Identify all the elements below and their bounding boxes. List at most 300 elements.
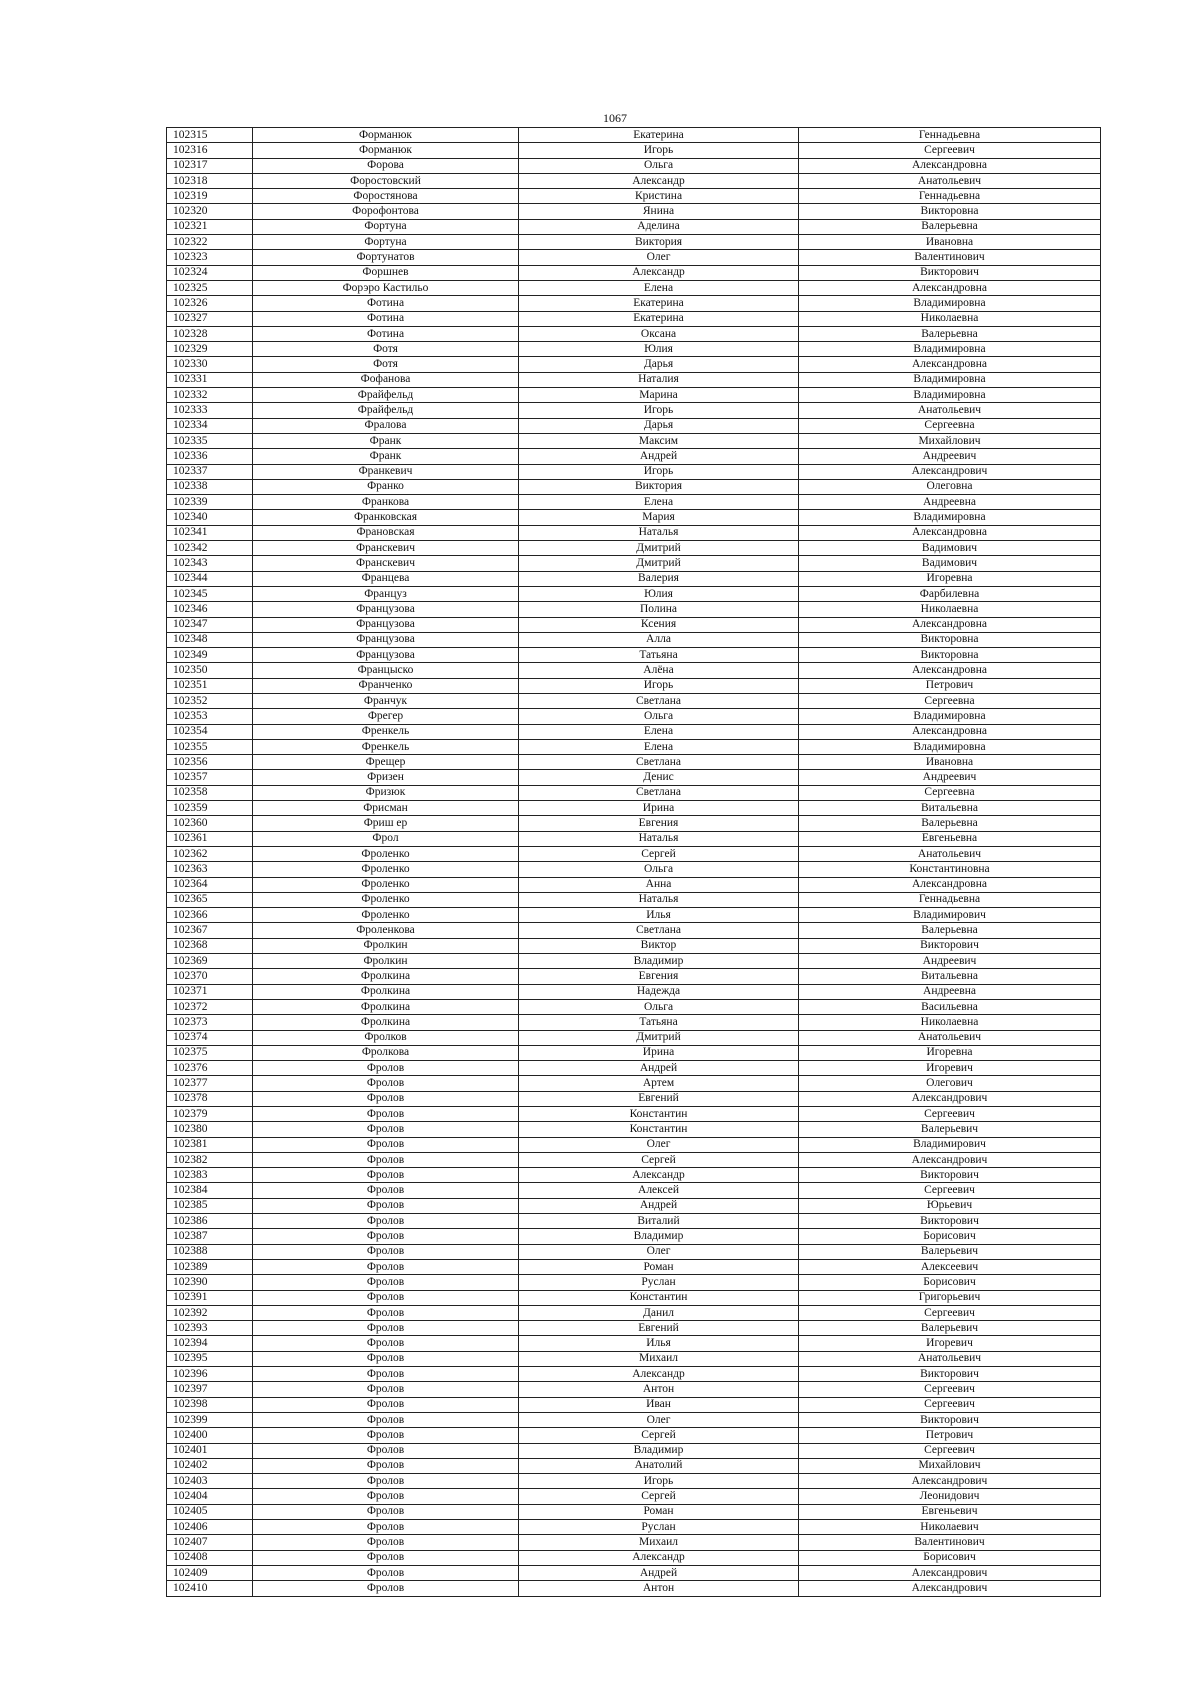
last-name-cell: Фролов [253, 1550, 519, 1565]
last-name-cell: Француз [253, 586, 519, 601]
table-row [167, 1428, 1101, 1443]
last-name-cell: Фролов [253, 1275, 519, 1290]
patronymic-cell: Владимирович [799, 1137, 1101, 1152]
first-name-cell: Ксения [519, 617, 799, 632]
first-name-cell: Олег [519, 1137, 799, 1152]
patronymic-cell: Сергеевна [799, 785, 1101, 800]
record-number-cell: 102348 [167, 632, 253, 647]
record-number-cell: 102409 [167, 1565, 253, 1580]
patronymic-cell: Валерьевич [799, 1122, 1101, 1137]
last-name-cell: Фролов [253, 1214, 519, 1229]
patronymic-cell: Владимировна [799, 709, 1101, 724]
patronymic-cell: Александрович [799, 464, 1101, 479]
table-row [167, 1076, 1101, 1091]
last-name-cell: Форова [253, 158, 519, 173]
record-number-cell: 102370 [167, 969, 253, 984]
patronymic-cell: Петрович [799, 678, 1101, 693]
patronymic-cell: Александрович [799, 1565, 1101, 1580]
first-name-cell: Ольга [519, 999, 799, 1014]
record-number-cell: 102336 [167, 449, 253, 464]
last-name-cell: Форманюк [253, 128, 519, 143]
table-row [167, 1061, 1101, 1076]
last-name-cell: Френкель [253, 739, 519, 754]
record-number-cell: 102398 [167, 1397, 253, 1412]
record-number-cell: 102353 [167, 709, 253, 724]
patronymic-cell: Сергеевич [799, 1443, 1101, 1458]
table-row [167, 1581, 1101, 1596]
first-name-cell: Александр [519, 1168, 799, 1183]
table-row [167, 877, 1101, 892]
table-row [167, 143, 1101, 158]
patronymic-cell: Игоревич [799, 1336, 1101, 1351]
first-name-cell: Екатерина [519, 296, 799, 311]
table-row [167, 908, 1101, 923]
table-row [167, 173, 1101, 188]
first-name-cell: Александр [519, 1550, 799, 1565]
table-row [167, 1229, 1101, 1244]
patronymic-cell: Викторович [799, 1168, 1101, 1183]
patronymic-cell: Константиновна [799, 862, 1101, 877]
last-name-cell: Френкель [253, 724, 519, 739]
first-name-cell: Игорь [519, 678, 799, 693]
first-name-cell: Наталья [519, 831, 799, 846]
record-number-cell: 102391 [167, 1290, 253, 1305]
table-row [167, 1535, 1101, 1550]
last-name-cell: Фролов [253, 1367, 519, 1382]
patronymic-cell: Александровна [799, 280, 1101, 295]
record-number-cell: 102343 [167, 556, 253, 571]
record-number-cell: 102377 [167, 1076, 253, 1091]
table-row [167, 602, 1101, 617]
last-name-cell: Фролов [253, 1397, 519, 1412]
patronymic-cell: Викторович [799, 1367, 1101, 1382]
table-row [167, 954, 1101, 969]
patronymic-cell: Юрьевич [799, 1198, 1101, 1213]
first-name-cell: Аделина [519, 219, 799, 234]
record-number-cell: 102359 [167, 801, 253, 816]
table-row [167, 403, 1101, 418]
table-row [167, 296, 1101, 311]
last-name-cell: Франчук [253, 693, 519, 708]
last-name-cell: Фролов [253, 1412, 519, 1427]
first-name-cell: Олег [519, 1244, 799, 1259]
first-name-cell: Наталья [519, 892, 799, 907]
table-row [167, 433, 1101, 448]
table-row [167, 1550, 1101, 1565]
first-name-cell: Алексей [519, 1183, 799, 1198]
first-name-cell: Сергей [519, 1428, 799, 1443]
patronymic-cell: Вадимович [799, 541, 1101, 556]
patronymic-cell: Викторович [799, 265, 1101, 280]
last-name-cell: Форофонтова [253, 204, 519, 219]
table-row [167, 372, 1101, 387]
last-name-cell: Фролкова [253, 1045, 519, 1060]
first-name-cell: Константин [519, 1290, 799, 1305]
table-row [167, 250, 1101, 265]
last-name-cell: Франк [253, 433, 519, 448]
patronymic-cell: Викторовна [799, 632, 1101, 647]
record-number-cell: 102323 [167, 250, 253, 265]
table-row [167, 923, 1101, 938]
first-name-cell: Светлана [519, 785, 799, 800]
first-name-cell: Оксана [519, 326, 799, 341]
record-number-cell: 102325 [167, 280, 253, 295]
record-number-cell: 102320 [167, 204, 253, 219]
record-number-cell: 102328 [167, 326, 253, 341]
last-name-cell: Фриш ер [253, 816, 519, 831]
record-number-cell: 102403 [167, 1474, 253, 1489]
table-row [167, 1520, 1101, 1535]
patronymic-cell: Викторовна [799, 204, 1101, 219]
last-name-cell: Фролов [253, 1168, 519, 1183]
record-number-cell: 102355 [167, 739, 253, 754]
patronymic-cell: Викторович [799, 938, 1101, 953]
table-row [167, 831, 1101, 846]
last-name-cell: Фотина [253, 311, 519, 326]
last-name-cell: Фролов [253, 1351, 519, 1366]
first-name-cell: Иван [519, 1397, 799, 1412]
first-name-cell: Ирина [519, 1045, 799, 1060]
record-number-cell: 102356 [167, 755, 253, 770]
first-name-cell: Юлия [519, 586, 799, 601]
first-name-cell: Светлана [519, 755, 799, 770]
patronymic-cell: Евгеньевна [799, 831, 1101, 846]
first-name-cell: Наталья [519, 525, 799, 540]
last-name-cell: Франко [253, 479, 519, 494]
record-number-cell: 102362 [167, 846, 253, 861]
first-name-cell: Виктория [519, 235, 799, 250]
record-number-cell: 102372 [167, 999, 253, 1014]
last-name-cell: Фролов [253, 1198, 519, 1213]
last-name-cell: Французова [253, 632, 519, 647]
last-name-cell: Фрол [253, 831, 519, 846]
table-row [167, 128, 1101, 143]
record-number-cell: 102373 [167, 1015, 253, 1030]
patronymic-cell: Андреевна [799, 984, 1101, 999]
table-row [167, 479, 1101, 494]
first-name-cell: Антон [519, 1382, 799, 1397]
first-name-cell: Алла [519, 632, 799, 647]
patronymic-cell: Игоревна [799, 571, 1101, 586]
first-name-cell: Олег [519, 250, 799, 265]
last-name-cell: Фрещер [253, 755, 519, 770]
patronymic-cell: Александровна [799, 617, 1101, 632]
record-number-cell: 102338 [167, 479, 253, 494]
record-number-cell: 102378 [167, 1091, 253, 1106]
first-name-cell: Илья [519, 1336, 799, 1351]
patronymic-cell: Андреевна [799, 495, 1101, 510]
record-number-cell: 102339 [167, 495, 253, 510]
patronymic-cell: Владимировна [799, 388, 1101, 403]
last-name-cell: Фролов [253, 1443, 519, 1458]
last-name-cell: Фортунатов [253, 250, 519, 265]
table-row [167, 770, 1101, 785]
record-number-cell: 102334 [167, 418, 253, 433]
table-row [167, 326, 1101, 341]
last-name-cell: Фофанова [253, 372, 519, 387]
record-number-cell: 102394 [167, 1336, 253, 1351]
last-name-cell: Фролов [253, 1321, 519, 1336]
record-number-cell: 102407 [167, 1535, 253, 1550]
table-row [167, 1122, 1101, 1137]
first-name-cell: Игорь [519, 1474, 799, 1489]
last-name-cell: Фроленко [253, 908, 519, 923]
last-name-cell: Фролов [253, 1336, 519, 1351]
record-number-cell: 102393 [167, 1321, 253, 1336]
record-number-cell: 102371 [167, 984, 253, 999]
patronymic-cell: Владимировна [799, 296, 1101, 311]
record-number-cell: 102340 [167, 510, 253, 525]
last-name-cell: Французова [253, 648, 519, 663]
patronymic-cell: Витальевна [799, 969, 1101, 984]
table-row [167, 388, 1101, 403]
first-name-cell: Александр [519, 1367, 799, 1382]
patronymic-cell: Евгеньевич [799, 1504, 1101, 1519]
table-row [167, 632, 1101, 647]
table-row [167, 1397, 1101, 1412]
patronymic-cell: Андреевич [799, 770, 1101, 785]
first-name-cell: Елена [519, 724, 799, 739]
table-row [167, 1015, 1101, 1030]
patronymic-cell: Сергеевич [799, 1397, 1101, 1412]
record-number-cell: 102347 [167, 617, 253, 632]
table-row [167, 862, 1101, 877]
patronymic-cell: Сергеевич [799, 1382, 1101, 1397]
patronymic-cell: Александрович [799, 1091, 1101, 1106]
last-name-cell: Фролов [253, 1229, 519, 1244]
first-name-cell: Дмитрий [519, 556, 799, 571]
table-row [167, 510, 1101, 525]
record-number-cell: 102335 [167, 433, 253, 448]
first-name-cell: Андрей [519, 1565, 799, 1580]
record-number-cell: 102361 [167, 831, 253, 846]
last-name-cell: Фотя [253, 357, 519, 372]
record-number-cell: 102383 [167, 1168, 253, 1183]
first-name-cell: Олег [519, 1412, 799, 1427]
last-name-cell: Франкевич [253, 464, 519, 479]
last-name-cell: Фортуна [253, 219, 519, 234]
last-name-cell: Фрайфельд [253, 388, 519, 403]
first-name-cell: Андрей [519, 1061, 799, 1076]
patronymic-cell: Валентинович [799, 1535, 1101, 1550]
table-row [167, 678, 1101, 693]
patronymic-cell: Валерьевич [799, 1244, 1101, 1259]
patronymic-cell: Григорьевич [799, 1290, 1101, 1305]
patronymic-cell: Валентинович [799, 250, 1101, 265]
table-row [167, 1152, 1101, 1167]
table-row [167, 449, 1101, 464]
last-name-cell: Фролов [253, 1183, 519, 1198]
first-name-cell: Екатерина [519, 311, 799, 326]
record-number-cell: 102399 [167, 1412, 253, 1427]
last-name-cell: Фролов [253, 1489, 519, 1504]
table-row [167, 1168, 1101, 1183]
record-number-cell: 102324 [167, 265, 253, 280]
first-name-cell: Игорь [519, 403, 799, 418]
first-name-cell: Руслан [519, 1275, 799, 1290]
patronymic-cell: Сергеевна [799, 418, 1101, 433]
table-row [167, 464, 1101, 479]
table-row [167, 235, 1101, 250]
first-name-cell: Ирина [519, 801, 799, 816]
table-row [167, 1382, 1101, 1397]
page-number: 1067 [603, 111, 627, 125]
record-number-cell: 102408 [167, 1550, 253, 1565]
patronymic-cell: Александрович [799, 1581, 1101, 1596]
last-name-cell: Фотина [253, 326, 519, 341]
table-row [167, 724, 1101, 739]
first-name-cell: Полина [519, 602, 799, 617]
record-number-cell: 102331 [167, 372, 253, 387]
patronymic-cell: Андреевич [799, 449, 1101, 464]
record-number-cell: 102316 [167, 143, 253, 158]
last-name-cell: Фризен [253, 770, 519, 785]
table-row [167, 418, 1101, 433]
first-name-cell: Валерия [519, 571, 799, 586]
patronymic-cell: Александровна [799, 525, 1101, 540]
first-name-cell: Антон [519, 1581, 799, 1596]
record-number-cell: 102367 [167, 923, 253, 938]
first-name-cell: Илья [519, 908, 799, 923]
table-row [167, 1305, 1101, 1320]
patronymic-cell: Вадимович [799, 556, 1101, 571]
table-row [167, 1137, 1101, 1152]
patronymic-cell: Александрович [799, 1152, 1101, 1167]
last-name-cell: Форшнев [253, 265, 519, 280]
last-name-cell: Франк [253, 449, 519, 464]
first-name-cell: Андрей [519, 449, 799, 464]
register-table [166, 127, 1101, 1597]
first-name-cell: Марина [519, 388, 799, 403]
patronymic-cell: Геннадьевна [799, 892, 1101, 907]
first-name-cell: Татьяна [519, 648, 799, 663]
first-name-cell: Ольга [519, 709, 799, 724]
table-row [167, 1504, 1101, 1519]
record-number-cell: 102345 [167, 586, 253, 601]
last-name-cell: Францыско [253, 663, 519, 678]
record-number-cell: 102387 [167, 1229, 253, 1244]
record-number-cell: 102395 [167, 1351, 253, 1366]
record-number-cell: 102330 [167, 357, 253, 372]
last-name-cell: Фроленкова [253, 923, 519, 938]
first-name-cell: Анна [519, 877, 799, 892]
record-number-cell: 102388 [167, 1244, 253, 1259]
table-row [167, 1458, 1101, 1473]
last-name-cell: Францева [253, 571, 519, 586]
last-name-cell: Фортуна [253, 235, 519, 250]
table-row [167, 342, 1101, 357]
patronymic-cell: Олеговна [799, 479, 1101, 494]
patronymic-cell: Борисович [799, 1550, 1101, 1565]
table-row [167, 1443, 1101, 1458]
last-name-cell: Фролов [253, 1382, 519, 1397]
record-number-cell: 102360 [167, 816, 253, 831]
table-row [167, 1091, 1101, 1106]
table-row [167, 801, 1101, 816]
last-name-cell: Франскевич [253, 556, 519, 571]
first-name-cell: Алёна [519, 663, 799, 678]
patronymic-cell: Андреевич [799, 954, 1101, 969]
first-name-cell: Сергей [519, 846, 799, 861]
patronymic-cell: Сергеевич [799, 1305, 1101, 1320]
record-number-cell: 102342 [167, 541, 253, 556]
record-number-cell: 102329 [167, 342, 253, 357]
first-name-cell: Евгения [519, 969, 799, 984]
first-name-cell: Владимир [519, 954, 799, 969]
table-row [167, 846, 1101, 861]
patronymic-cell: Владимировна [799, 510, 1101, 525]
table-row [167, 311, 1101, 326]
table-row [167, 158, 1101, 173]
last-name-cell: Фролов [253, 1061, 519, 1076]
patronymic-cell: Викторовна [799, 648, 1101, 663]
last-name-cell: Фролов [253, 1428, 519, 1443]
patronymic-cell: Ивановна [799, 235, 1101, 250]
patronymic-cell: Александрович [799, 1474, 1101, 1489]
table-row [167, 1045, 1101, 1060]
patronymic-cell: Александровна [799, 158, 1101, 173]
record-number-cell: 102364 [167, 877, 253, 892]
patronymic-cell: Фарбилевна [799, 586, 1101, 601]
record-number-cell: 102337 [167, 464, 253, 479]
table-row [167, 1489, 1101, 1504]
first-name-cell: Виталий [519, 1214, 799, 1229]
first-name-cell: Сергей [519, 1152, 799, 1167]
table-row [167, 265, 1101, 280]
record-number-cell: 102349 [167, 648, 253, 663]
table-row [167, 999, 1101, 1014]
patronymic-cell: Александровна [799, 724, 1101, 739]
record-number-cell: 102392 [167, 1305, 253, 1320]
record-number-cell: 102376 [167, 1061, 253, 1076]
record-number-cell: 102321 [167, 219, 253, 234]
patronymic-cell: Михайлович [799, 1458, 1101, 1473]
table-row [167, 1336, 1101, 1351]
record-number-cell: 102382 [167, 1152, 253, 1167]
patronymic-cell: Анатольевич [799, 1030, 1101, 1045]
record-number-cell: 102369 [167, 954, 253, 969]
last-name-cell: Форостовский [253, 173, 519, 188]
first-name-cell: Роман [519, 1259, 799, 1274]
record-number-cell: 102390 [167, 1275, 253, 1290]
first-name-cell: Руслан [519, 1520, 799, 1535]
patronymic-cell: Анатольевич [799, 1351, 1101, 1366]
last-name-cell: Фролов [253, 1535, 519, 1550]
table-row [167, 816, 1101, 831]
patronymic-cell: Владимировна [799, 342, 1101, 357]
record-number-cell: 102396 [167, 1367, 253, 1382]
record-number-cell: 102357 [167, 770, 253, 785]
patronymic-cell: Сергеевна [799, 693, 1101, 708]
first-name-cell: Виктория [519, 479, 799, 494]
patronymic-cell: Валерьевич [799, 1321, 1101, 1336]
patronymic-cell: Геннадьевна [799, 189, 1101, 204]
record-number-cell: 102327 [167, 311, 253, 326]
first-name-cell: Янина [519, 204, 799, 219]
first-name-cell: Михаил [519, 1351, 799, 1366]
first-name-cell: Михаил [519, 1535, 799, 1550]
patronymic-cell: Сергеевич [799, 1107, 1101, 1122]
last-name-cell: Форэро Кастильо [253, 280, 519, 295]
patronymic-cell: Владимирович [799, 908, 1101, 923]
first-name-cell: Светлана [519, 693, 799, 708]
last-name-cell: Франовская [253, 525, 519, 540]
last-name-cell: Франкова [253, 495, 519, 510]
first-name-cell: Елена [519, 280, 799, 295]
patronymic-cell: Владимировна [799, 372, 1101, 387]
record-number-cell: 102402 [167, 1458, 253, 1473]
first-name-cell: Кристина [519, 189, 799, 204]
